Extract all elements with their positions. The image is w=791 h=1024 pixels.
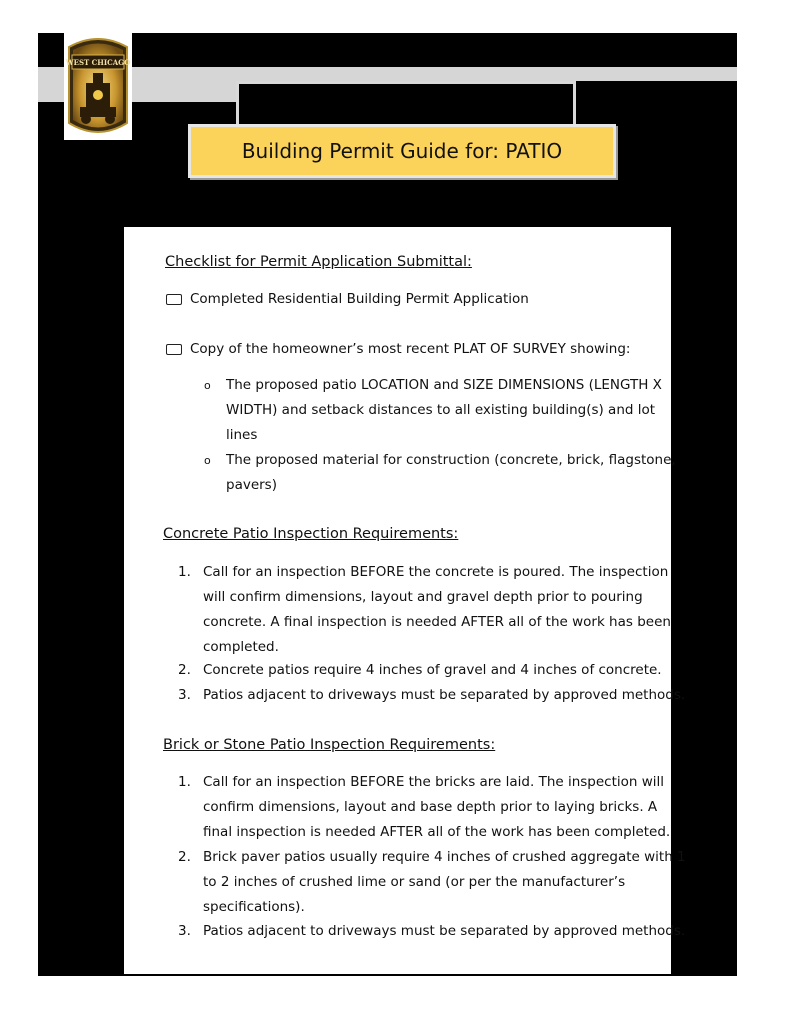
checklist-item-label: Completed Residential Building Permit Application [190,291,529,307]
page-title: Building Permit Guide for: PATIO [241,139,563,163]
brick-heading: Brick or Stone Patio Inspection Requirements: [163,737,496,753]
checkbox-icon[interactable] [166,294,182,305]
concrete-heading: Concrete Patio Inspection Requirements: [163,526,459,542]
page-title-box [188,124,616,178]
concrete-item-2: 2. Concrete patios require 4 inches of gravel and 4 inches of concrete. [178,662,662,678]
city-logo [64,33,132,140]
checklist-heading: Checklist for Permit Application Submittal: [165,254,472,270]
bullet-icon: o [204,454,211,467]
checkbox-icon[interactable] [166,344,182,355]
header-tab [236,81,576,126]
concrete-item-3: 3. Patios adjacent to driveways must be separated by approved methods. [178,687,686,703]
brick-item-1: 1. Call for an inspection BEFORE the bricks are laid. The inspection will confirm dimensions, layout and base depth prior to laying bricks. A final inspection is needed AFTER all of the work has been completed. [178,774,671,840]
concrete-item-1: 1. Call for an inspection BEFORE the concrete is poured. The inspection will confirm dimensions, layout and gravel depth prior to pouring concrete. A final inspection is needed AFTER all of the work has been completed. [178,564,671,655]
survey-subitem-location: o The proposed patio LOCATION and SIZE DIMENSIONS (LENGTH X WIDTH) and setback distances to all existing building(s) and lot lines [226,373,662,448]
brick-item-3: 3. Patios adjacent to driveways must be separated by approved methods. [178,923,686,939]
checklist-item-application[interactable] [166,291,529,307]
brick-item-2: 2. Brick paver patios usually require 4 inches of crushed aggregate with 1 to 2 inches of crushed lime or sand (or per the manufacturer’s specifications). [178,849,686,915]
logo-name-text: WEST CHICAGO [65,58,131,67]
bullet-icon: o [204,379,211,392]
checklist-item-survey[interactable] [166,341,630,357]
survey-subitem-material: o The proposed material for construction (concrete, brick, flagstone, pavers) [226,448,676,498]
checklist-item-label: Copy of the homeowner’s most recent PLAT OF SURVEY showing: [190,341,631,357]
